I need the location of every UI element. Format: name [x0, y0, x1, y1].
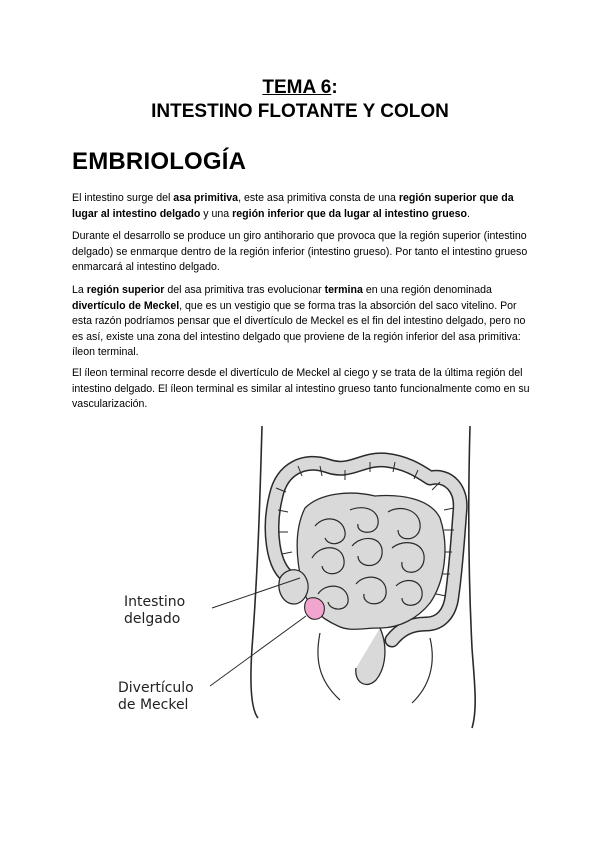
bold-run: región superior	[86, 284, 165, 296]
text-run: El intestino surge del	[72, 192, 174, 204]
rectum	[356, 628, 385, 684]
chapter-subtitle: INTESTINO FLOTANTE Y COLON	[151, 101, 449, 122]
text-run: , este asa primitiva consta de una	[238, 192, 399, 204]
cecum	[279, 570, 308, 604]
chapter-colon: :	[331, 77, 338, 98]
label-line: Divertículo	[118, 680, 194, 696]
body-outline-right	[469, 426, 475, 728]
section-heading: EMBRIOLOGÍA	[72, 148, 247, 175]
text-run: en una región denominada	[362, 284, 492, 296]
text-run: y una	[200, 207, 233, 220]
body-outline-left	[251, 426, 262, 718]
bold-run: termina	[324, 284, 363, 296]
paragraph-1	[72, 191, 534, 222]
chapter-number: TEMA 6	[262, 77, 332, 98]
bold-run: región superior que da lugar al intestino delgado	[72, 192, 514, 220]
label-small-intestine	[124, 594, 185, 628]
text-run: , que es un vestigio que se forma tras la absorción del saco vitelino. Por esta razón podríamos pensar que el divertículo de Meckel es el fin del intestino delgado, pero no es así, existe una zona del intestino delgado que proviene de la región inferior del asa primitiva: íleon terminal.	[72, 299, 526, 358]
paragraph-3	[72, 283, 534, 361]
bold-run: región inferior que da lugar al intestino grueso	[232, 207, 467, 220]
meckel-diverticulum	[305, 598, 325, 620]
label-line: de Meckel	[118, 697, 189, 713]
paragraph-2: Durante el desarrollo se produce un giro antihorario que provoca que la región superior (intestino delgado) se enmarque dentro de la región inferior (intestino grueso). Por tanto el intestino grueso enmarcará al intestino delgado.	[72, 230, 528, 273]
label-line: delgado	[124, 611, 181, 627]
chapter-title	[0, 76, 600, 100]
label-line: Intestino	[124, 594, 186, 610]
intestine-drawing	[100, 418, 520, 848]
text-run: La	[72, 284, 87, 296]
label-meckel-diverticulum	[118, 680, 194, 714]
paragraph-4: El íleon terminal recorre desde el divertículo de Meckel al ciego y se trata de la última región del intestino delgado. El íleon terminal es similar al intestino grueso tanto funcionalmente como en su vascularización.	[72, 367, 530, 410]
text-run: del asa primitiva tras evolucionar	[164, 284, 325, 296]
intestine-illustration	[100, 418, 520, 848]
bold-run: asa primitiva	[173, 192, 239, 204]
text-run: .	[467, 207, 470, 220]
bold-run: divertículo de Meckel	[72, 299, 180, 312]
label-leader-meckel	[210, 616, 306, 686]
